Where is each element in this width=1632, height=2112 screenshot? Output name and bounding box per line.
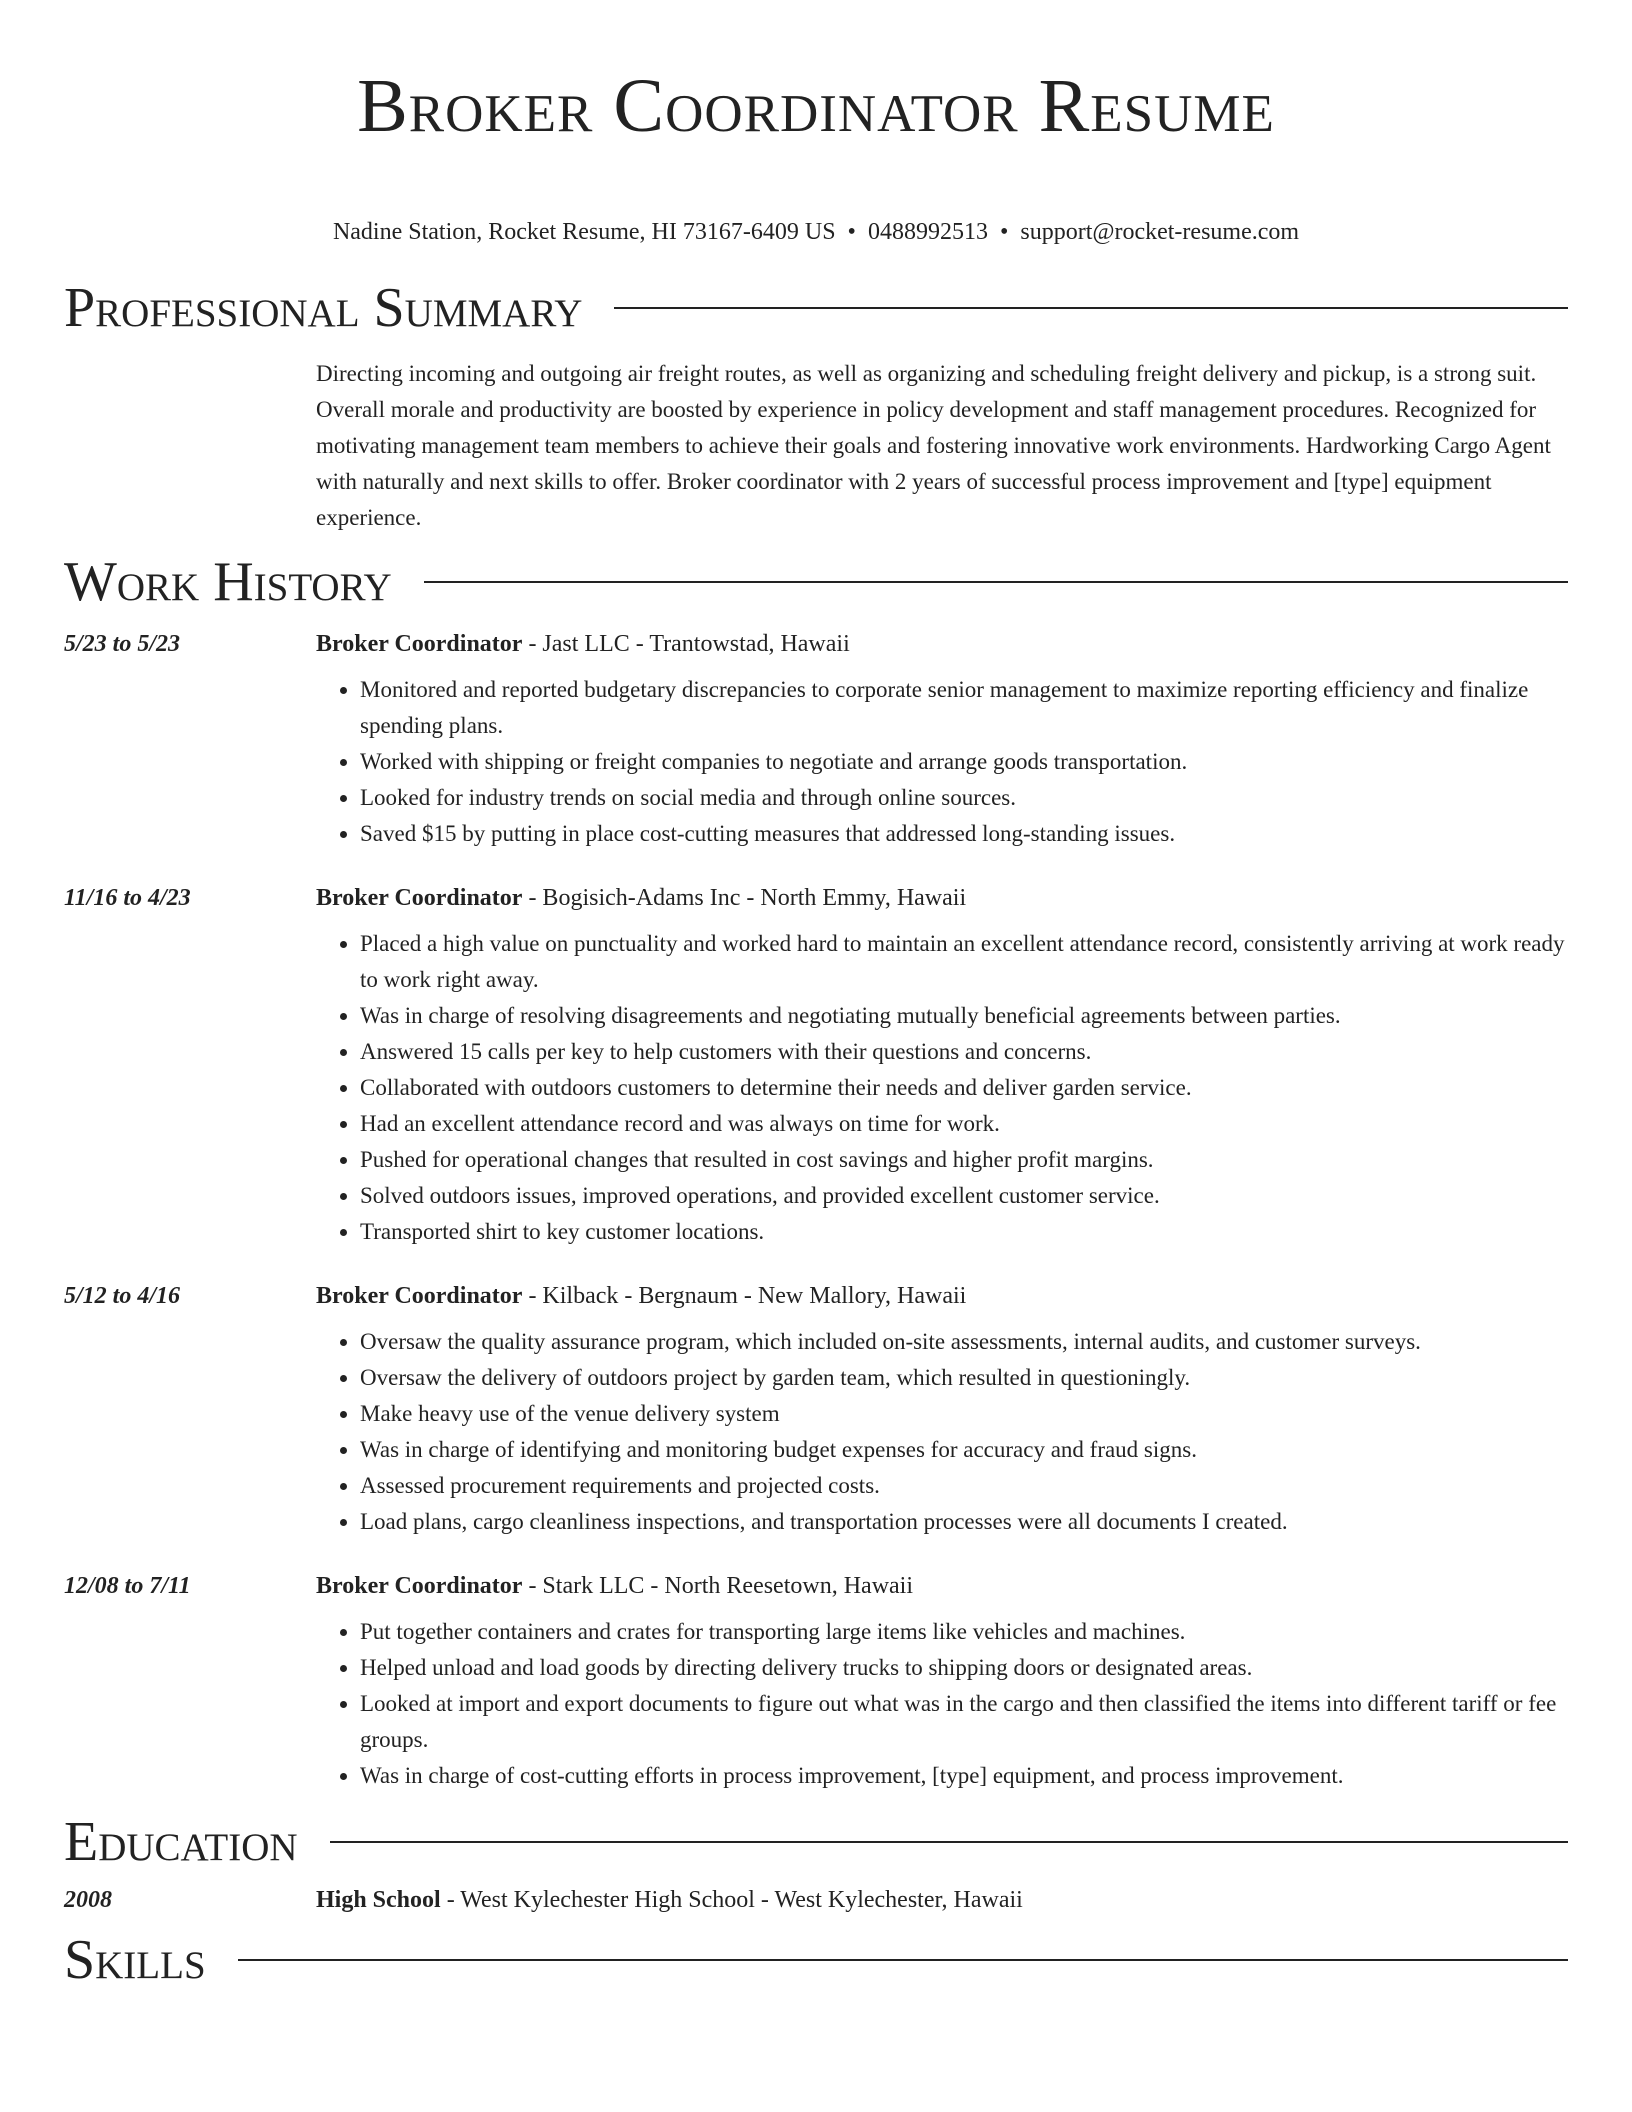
job-title-line bbox=[316, 882, 966, 914]
education-heading: Education bbox=[64, 1811, 298, 1873]
work-history-heading: Work History bbox=[64, 551, 392, 613]
education-section-header bbox=[64, 1812, 1568, 1872]
job-employer: - Stark LLC - North Reesetown, Hawaii bbox=[522, 1573, 914, 1599]
summary-section-header bbox=[64, 278, 1568, 338]
contact-separator: • bbox=[999, 219, 1009, 245]
job-entry bbox=[64, 1280, 1568, 1540]
job-header bbox=[64, 882, 1568, 914]
section-divider bbox=[238, 1959, 1568, 1961]
job-title: Broker Coordinator bbox=[316, 631, 523, 657]
job-bullet: • Saved $15 by putting in place cost-cutting measures that addressed long-standing issues. bbox=[360, 816, 1568, 852]
job-bullet: • Oversaw the delivery of outdoors project by garden team, which resulted in questioningly. bbox=[360, 1360, 1568, 1396]
job-bullet-list bbox=[316, 1614, 1568, 1794]
job-employer: - Bogisich-Adams Inc - North Emmy, Hawaii bbox=[522, 885, 967, 911]
job-bullet: • Pushed for operational changes that resulted in cost savings and higher profit margins. bbox=[360, 1142, 1568, 1178]
job-bullet: • Transported shirt to key customer locations. bbox=[360, 1214, 1568, 1250]
job-bullet: • Put together containers and crates for transporting large items like vehicles and machines. bbox=[360, 1614, 1568, 1650]
job-bullet: • Oversaw the quality assurance program, which included on-site assessments, internal audits, and customer surveys. bbox=[360, 1324, 1568, 1360]
job-header bbox=[64, 1570, 1568, 1602]
job-header bbox=[64, 1280, 1568, 1312]
contact-phone: 0488992513 bbox=[867, 219, 988, 245]
job-bullet: • Looked for industry trends on social media and through online sources. bbox=[360, 780, 1568, 816]
job-dates: 11/16 to 4/23 bbox=[64, 885, 191, 911]
job-bullet: • Answered 15 calls per key to help customers with their questions and concerns. bbox=[360, 1034, 1568, 1070]
summary-text: Directing incoming and outgoing air freight routes, as well as organizing and scheduling freight delivery and pickup, is a strong suit. Overall morale and productivity are boosted by experience in policy development and staff management procedures. Recognized for motivating management team members to achieve their goals and fostering innovative work environments. Hardworking Cargo Agent with naturally and next skills to offer. Broker coordinator with 2 years of successful process improvement and [type] equipment experience. bbox=[316, 361, 1551, 530]
contact-line bbox=[64, 216, 1568, 248]
education-entry bbox=[64, 1884, 1568, 1916]
job-bullet-list bbox=[316, 926, 1568, 1250]
resume-title: Broker Coordinator Resume bbox=[357, 64, 1275, 148]
job-bullet: • Assessed procurement requirements and projected costs. bbox=[360, 1468, 1568, 1504]
section-divider bbox=[424, 581, 1568, 583]
job-entry bbox=[64, 882, 1568, 1250]
job-header bbox=[64, 628, 1568, 660]
section-divider bbox=[330, 1841, 1568, 1843]
job-bullet: • Was in charge of identifying and monitoring budget expenses for accuracy and fraud signs. bbox=[360, 1432, 1568, 1468]
job-dates: 5/12 to 4/16 bbox=[64, 1283, 181, 1309]
education-year: 2008 bbox=[64, 1887, 112, 1913]
job-dates: 12/08 to 7/11 bbox=[64, 1573, 191, 1599]
job-title-line bbox=[316, 1570, 913, 1602]
job-entry bbox=[64, 1570, 1568, 1794]
job-bullet: • Load plans, cargo cleanliness inspections, and transportation processes were all documents I created. bbox=[360, 1504, 1568, 1540]
skills-heading: Skills bbox=[64, 1929, 206, 1991]
job-bullet: • Was in charge of resolving disagreements and negotiating mutually beneficial agreements between parties. bbox=[360, 998, 1568, 1034]
job-title-line bbox=[316, 1280, 966, 1312]
job-bullet: • Make heavy use of the venue delivery system bbox=[360, 1396, 1568, 1432]
job-bullet: • Collaborated with outdoors customers to determine their needs and deliver garden service. bbox=[360, 1070, 1568, 1106]
summary-heading: Professional Summary bbox=[64, 277, 583, 339]
job-title-line bbox=[316, 628, 850, 660]
section-divider bbox=[614, 307, 1568, 309]
job-title: Broker Coordinator bbox=[316, 1283, 523, 1309]
job-bullet: • Helped unload and load goods by directing delivery trucks to shipping doors or designated areas. bbox=[360, 1650, 1568, 1686]
skills-section-header bbox=[64, 1930, 1568, 1990]
education-school: - West Kylechester High School - West Kylechester, Hawaii bbox=[440, 1887, 1023, 1913]
contact-email: support@rocket-resume.com bbox=[1020, 219, 1300, 245]
job-bullet: • Worked with shipping or freight companies to negotiate and arrange goods transportation. bbox=[360, 744, 1568, 780]
education-degree: High School bbox=[316, 1887, 441, 1913]
job-entry bbox=[64, 628, 1568, 852]
job-bullet: • Looked at import and export documents to figure out what was in the cargo and then classified the items into different tariff or fee groups. bbox=[360, 1686, 1568, 1758]
education-line bbox=[316, 1884, 1023, 1916]
job-dates: 5/23 to 5/23 bbox=[64, 631, 181, 657]
job-title: Broker Coordinator bbox=[316, 885, 523, 911]
job-bullet: • Was in charge of cost-cutting efforts in process improvement, [type] equipment, and process improvement. bbox=[360, 1758, 1568, 1794]
job-bullet-list bbox=[316, 1324, 1568, 1540]
job-employer: - Kilback - Bergnaum - New Mallory, Hawaii bbox=[522, 1283, 967, 1309]
job-title: Broker Coordinator bbox=[316, 1573, 523, 1599]
job-bullet-list bbox=[316, 672, 1568, 852]
job-employer: - Jast LLC - Trantowstad, Hawaii bbox=[522, 631, 850, 657]
contact-separator: • bbox=[847, 219, 856, 245]
job-bullet: • Placed a high value on punctuality and worked hard to maintain an excellent attendance record, consistently arriving at work ready to work right away. bbox=[360, 926, 1568, 998]
contact-address: Nadine Station, Rocket Resume, HI 73167-6409 US bbox=[332, 219, 836, 245]
work-history-section-header bbox=[64, 552, 1568, 612]
job-bullet: • Monitored and reported budgetary discrepancies to corporate senior management to maximize reporting efficiency and finalize spending plans. bbox=[360, 672, 1568, 744]
job-bullet: • Had an excellent attendance record and was always on time for work. bbox=[360, 1106, 1568, 1142]
job-bullet: • Solved outdoors issues, improved operations, and provided excellent customer service. bbox=[360, 1178, 1568, 1214]
